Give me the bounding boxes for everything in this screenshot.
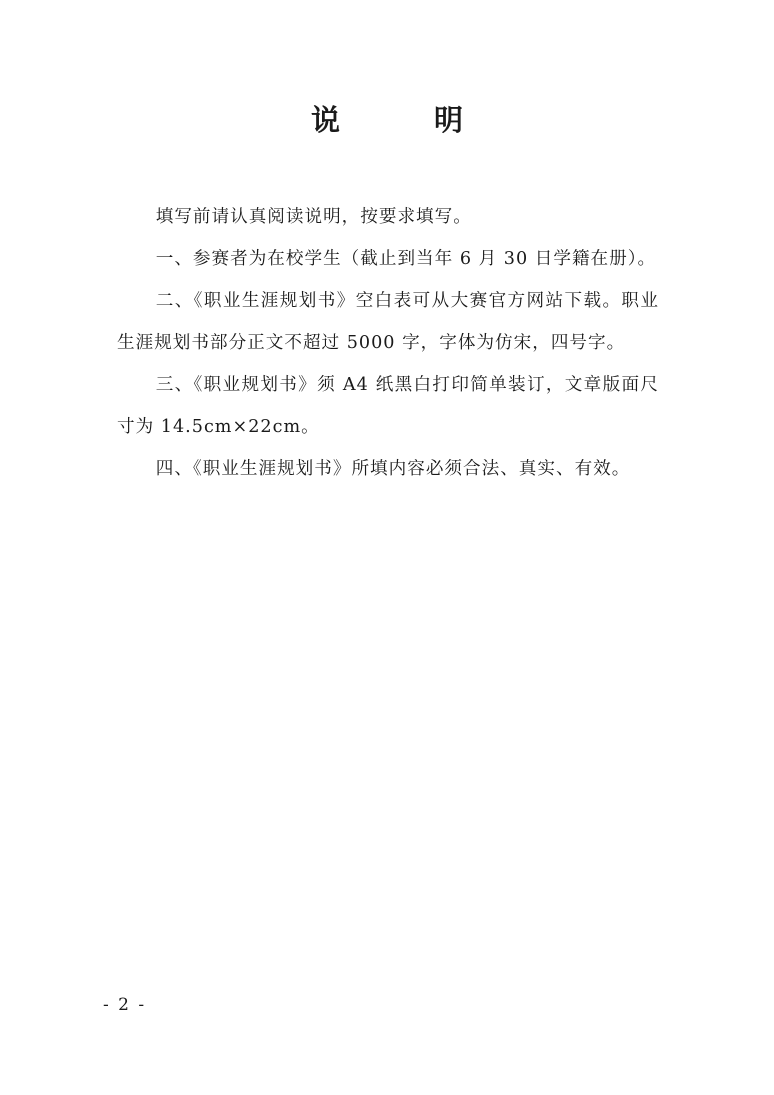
intro-paragraph: 填写前请认真阅读说明，按要求填写。 bbox=[155, 207, 472, 227]
rule-2-paragraph: 二、《职业生涯规划书》空白表可从大赛官方网站下载。职业生涯规划书部分正文不超过 5000 字，字体为仿宋，四号字。 bbox=[117, 291, 659, 353]
rule-4-paragraph: 四、《职业生涯规划书》所填内容必须合法、真实、有效。 bbox=[155, 459, 631, 479]
page-title: 说 明 bbox=[310, 103, 506, 137]
rule-3-paragraph: 三、《职业规划书》须 A4 纸黑白打印简单装订，文章版面尺寸为 14.5cm×22cm。 bbox=[117, 375, 659, 437]
page-number: - 2 - bbox=[103, 995, 147, 1015]
instructions-body bbox=[117, 196, 659, 490]
rule-1-paragraph: 一、参赛者为在校学生（截止到当年 6 月 30 日学籍在册）。 bbox=[155, 249, 657, 269]
